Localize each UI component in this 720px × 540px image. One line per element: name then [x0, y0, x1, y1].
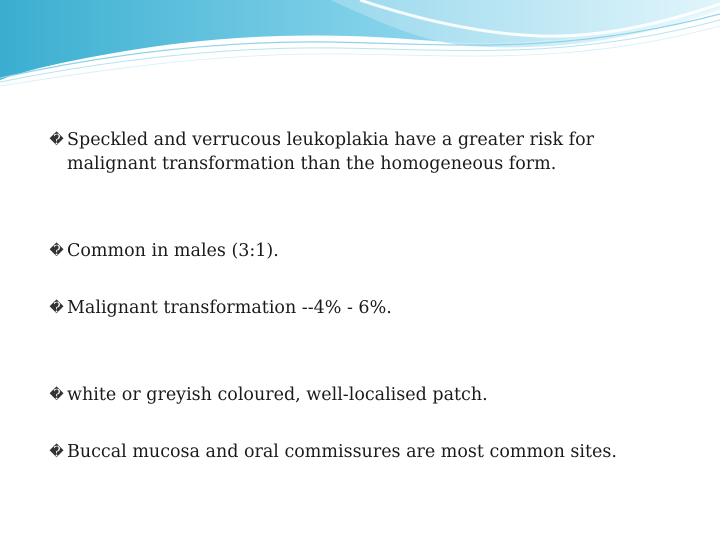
bullet-marker-icon: �: [49, 387, 64, 403]
bullet-text: white or greyish coloured, well-localised patch.: [67, 385, 488, 405]
bullet-item: [48, 440, 688, 464]
bullet-marker-icon: �: [49, 444, 64, 460]
header-wave-decoration: [0, 0, 720, 90]
bullet-text: Buccal mucosa and oral commissures are most common sites.: [67, 442, 617, 462]
bullet-marker-icon: �: [49, 243, 64, 259]
bullet-item: [48, 383, 688, 407]
bullet-text: Common in males (3:1).: [67, 241, 279, 261]
bullet-text: Speckled and verrucous leukoplakia have a greater risk for malignant transformation than the homogeneous form.: [67, 130, 594, 174]
bullet-item: [48, 296, 688, 320]
bullet-text: Malignant transformation --4% - 6%.: [67, 298, 392, 318]
bullet-item: [48, 239, 688, 263]
bullet-marker-icon: �: [49, 300, 64, 316]
bullet-item: [48, 128, 688, 176]
bullet-marker-icon: �: [49, 132, 64, 148]
